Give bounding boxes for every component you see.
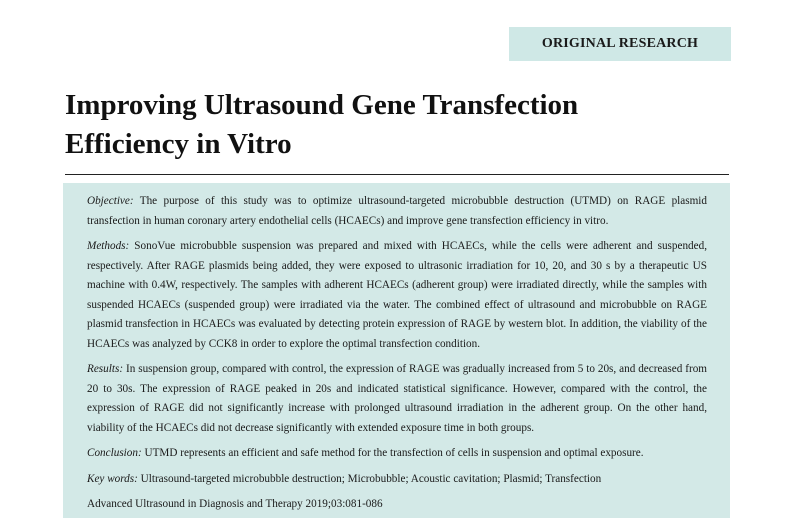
- abstract-conclusion: [87, 444, 707, 464]
- abstract-objective: [87, 192, 707, 231]
- title-divider: [65, 174, 729, 175]
- article-title-line1: Improving Ultrasound Gene Transfection: [65, 89, 579, 121]
- keywords-label: Key words:: [87, 472, 138, 485]
- article-title: [65, 86, 725, 164]
- abstract-results: [87, 360, 707, 438]
- abstract-keywords: [87, 470, 707, 490]
- results-text: In suspension group, compared with control, the expression of RAGE was gradually increased from 5 to 20s, and decreased from 20 to 30s. The expression of RAGE peaked in 20s and indicated statistical significance. However, compared with the control, the expression of RAGE did not significantly increase with prolonged ultrasound irradiation in the adherent group. On the other hand, viability of the HCAECs did not decrease significantly with extended exposure time in both groups.: [87, 363, 707, 434]
- methods-label: Methods:: [87, 240, 130, 252]
- article-type-badge: ORIGINAL RESEARCH: [509, 27, 731, 61]
- conclusion-label: Conclusion:: [87, 447, 142, 459]
- objective-label: Objective:: [87, 195, 134, 207]
- methods-text: SonoVue microbubble suspension was prepared and mixed with HCAECs, while the cells were adherent and suspended, respectively. After RAGE plasmids being added, they were exposed to ultrasonic irradiation for 10, 20, and 30 s by a therapeutic US machine with 0.4W, respectively. The samples with adherent HCAECs (adherent group) were irradiated directly, while the samples with suspended HCAECs (suspended group) were irradiated via the water. The combined effect of ultrasound and microbubble on RAGE plasmid transfection in HCAECs was evaluated by detecting protein expression of RAGE by western blot. In addition, the viability of the HCAECs was analyzed by CCK8 in order to explore the optimal transfection condition.: [87, 240, 707, 350]
- results-label: Results:: [87, 363, 124, 375]
- abstract-methods: [87, 237, 707, 354]
- journal-citation: Advanced Ultrasound in Diagnosis and Therapy 2019;03:081-086: [87, 498, 383, 510]
- abstract-box: [63, 183, 730, 518]
- article-title-line2: Efficiency in Vitro: [65, 128, 292, 160]
- conclusion-text: UTMD represents an efficient and safe method for the transfection of cells in suspension and optimal exposure.: [141, 447, 644, 459]
- keywords-text: Ultrasound-targeted microbubble destruction; Microbubble; Acoustic cavitation; Plasmid; Transfection: [137, 472, 602, 485]
- objective-text: The purpose of this study was to optimize ultrasound-targeted microbubble destruction (UTMD) on RAGE plasmid transfection in human coronary artery endothelial cells (HCAECs) and improve gene transfection efficiency in vitro.: [87, 195, 707, 227]
